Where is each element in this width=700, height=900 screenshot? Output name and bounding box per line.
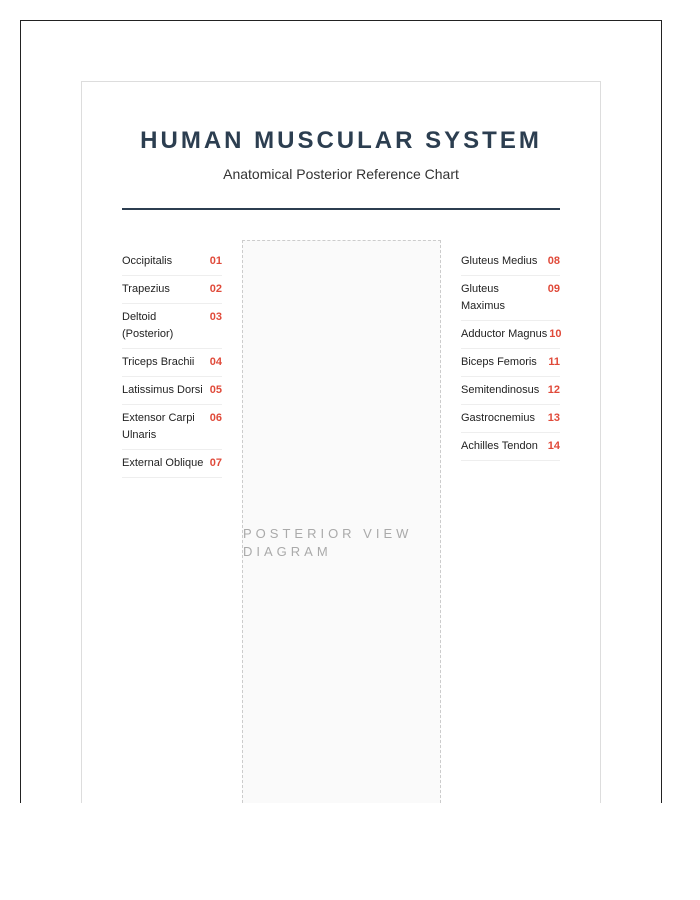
muscle-number: 13 <box>547 412 560 424</box>
right-muscle-list <box>461 248 560 461</box>
muscle-number: 11 <box>548 356 560 368</box>
muscle-number: 01 <box>209 255 222 267</box>
muscle-number: 08 <box>547 255 560 267</box>
list-item <box>122 304 222 349</box>
muscle-name: Latissimus Dorsi <box>122 384 203 396</box>
muscle-name: Triceps Brachii <box>122 356 195 368</box>
posterior-diagram-placeholder <box>242 240 441 803</box>
muscle-number: 05 <box>209 384 222 396</box>
chart-card <box>81 81 601 803</box>
list-item <box>122 405 222 450</box>
muscle-name: Gastrocnemius <box>461 412 535 424</box>
muscle-name: Adductor Magnus <box>461 328 548 340</box>
list-item <box>461 433 560 461</box>
title-divider <box>122 208 560 210</box>
list-item <box>461 405 560 433</box>
list-item <box>461 276 560 321</box>
muscle-number: 02 <box>209 283 222 295</box>
page-subtitle: Anatomical Posterior Reference Chart <box>223 166 459 182</box>
muscle-number: 07 <box>209 457 222 469</box>
page-title: HUMAN MUSCULAR SYSTEM <box>140 127 542 154</box>
muscle-number: 12 <box>547 384 560 396</box>
muscle-name: Extensor Carpi Ulnaris <box>122 412 195 441</box>
list-item <box>122 276 222 304</box>
muscle-name: Achilles Tendon <box>461 440 538 452</box>
muscle-name: Gluteus Medius <box>461 255 538 267</box>
list-item <box>122 450 222 478</box>
left-muscle-list <box>122 248 222 478</box>
list-item <box>122 248 222 276</box>
list-item <box>461 321 560 349</box>
muscle-name: Deltoid (Posterior) <box>122 311 174 340</box>
muscle-name: Gluteus Maximus <box>461 283 506 312</box>
muscle-name: External Oblique <box>122 457 204 469</box>
muscle-number: 09 <box>547 283 560 295</box>
list-item <box>461 248 560 276</box>
muscle-name: Semitendinosus <box>461 384 540 396</box>
list-item <box>122 349 222 377</box>
list-item <box>122 377 222 405</box>
list-item <box>461 349 560 377</box>
diagram-label: POSTERIOR VIEW DIAGRAM <box>243 526 413 559</box>
muscle-name: Occipitalis <box>122 255 173 267</box>
page-frame <box>20 20 662 803</box>
muscle-number: 06 <box>209 412 222 424</box>
list-item <box>461 377 560 405</box>
muscle-number: 14 <box>547 440 560 452</box>
muscle-number: 10 <box>549 328 562 340</box>
muscle-name: Trapezius <box>122 283 170 295</box>
muscle-number: 03 <box>209 311 222 323</box>
muscle-number: 04 <box>209 356 222 368</box>
muscle-name: Biceps Femoris <box>461 356 537 368</box>
